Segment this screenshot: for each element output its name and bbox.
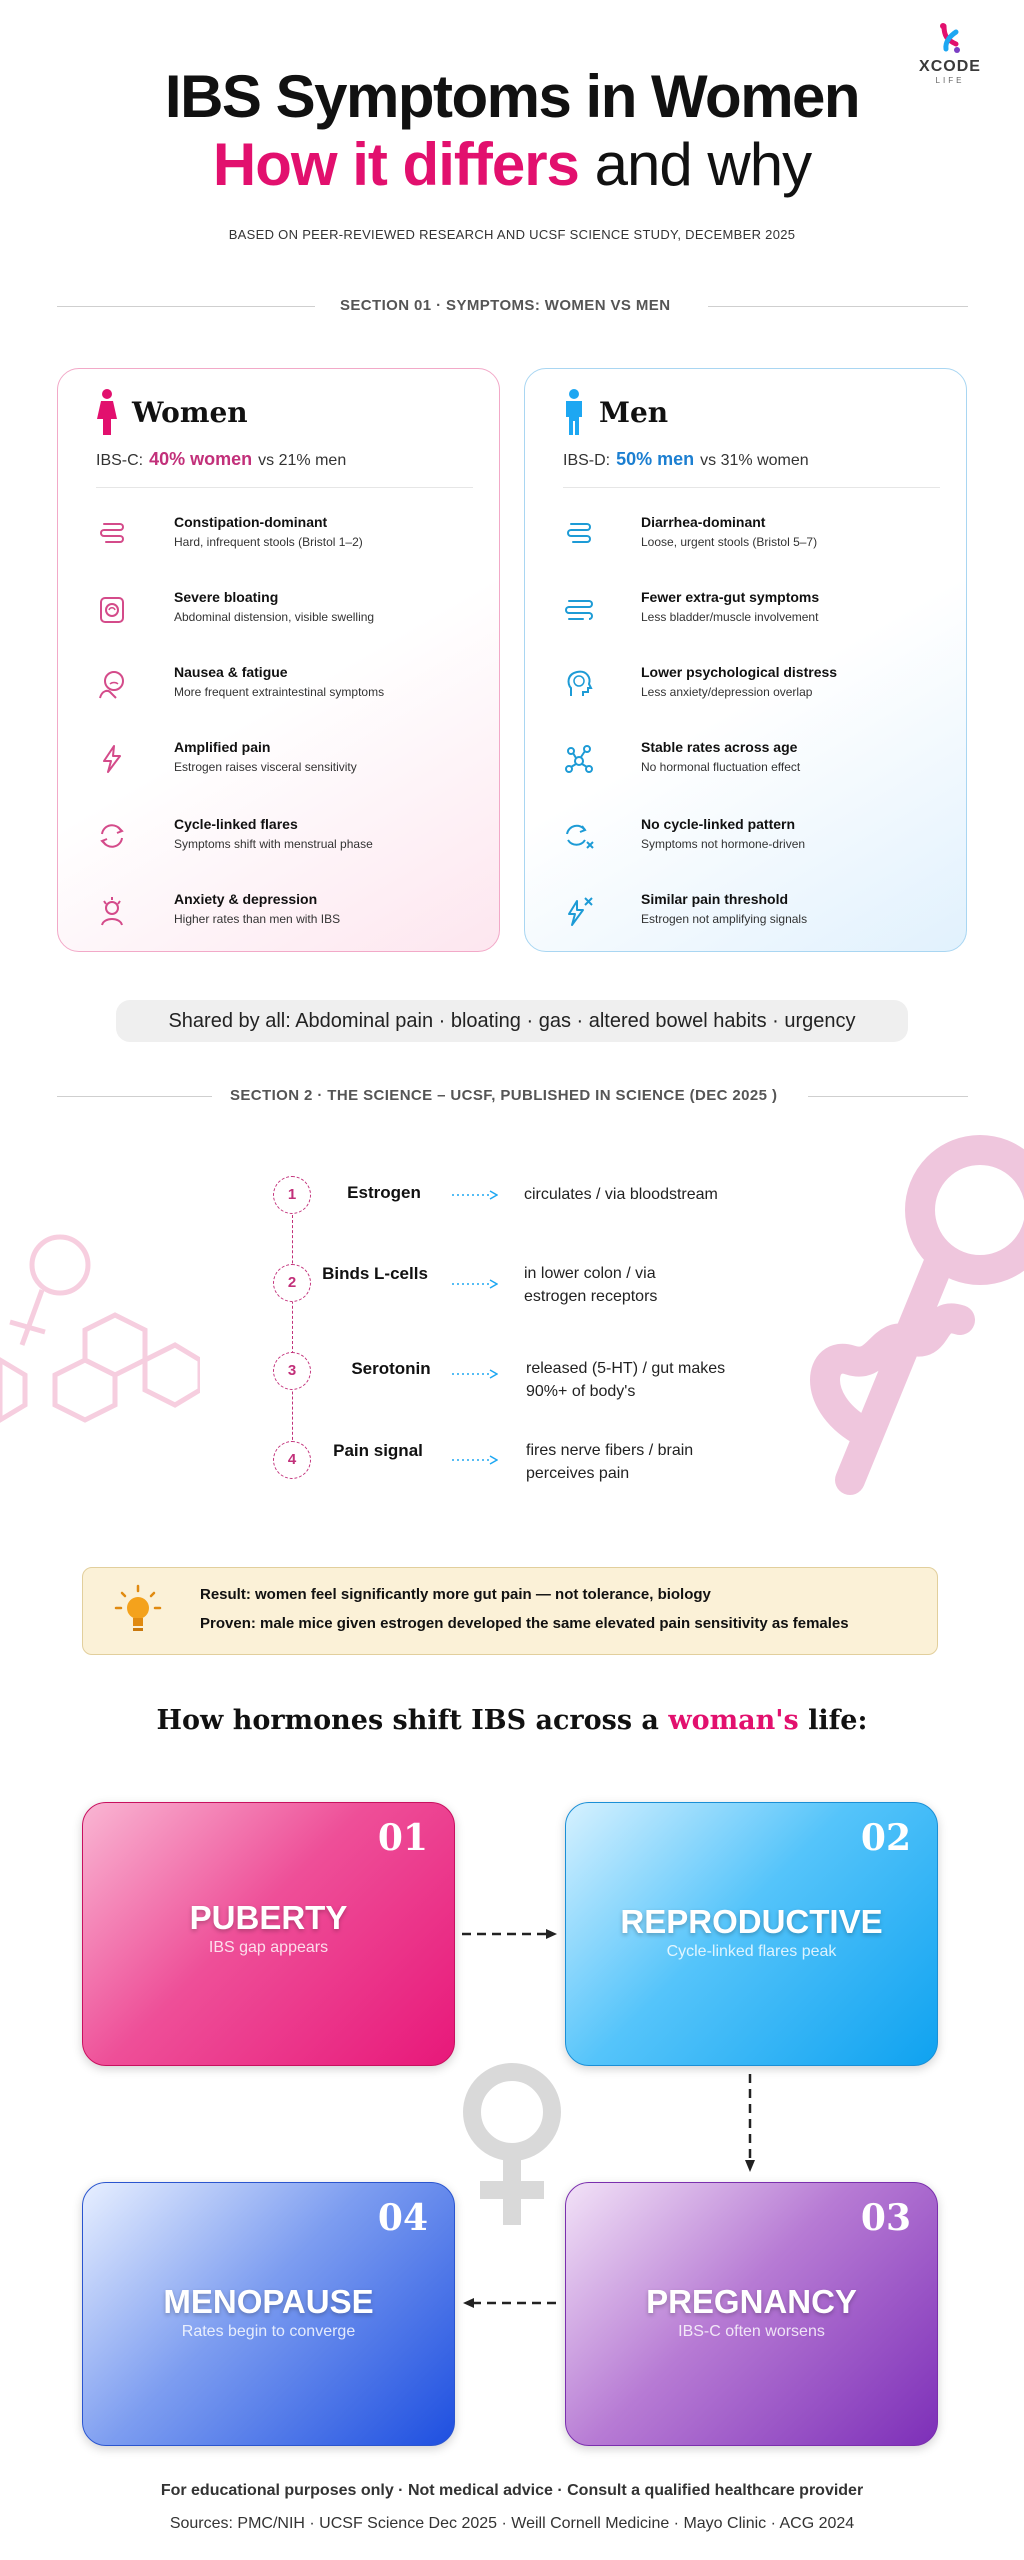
women-symptom-item bbox=[96, 514, 496, 574]
symptom-desc: Symptoms not hormone-driven bbox=[641, 837, 806, 851]
step-number: 4 bbox=[273, 1441, 311, 1479]
result-line: Result: women feel significantly more gut pain — not tolerance, biology bbox=[200, 1586, 711, 1603]
phase-name: PREGNANCY bbox=[646, 2283, 857, 2320]
sources: Sources: PMC/NIH · UCSF Science Dec 2025 · Weill Cornell Medicine · Mayo Clinic · ACG 2024 bbox=[169, 2515, 855, 2532]
symptom-title: Diarrhea-dominant bbox=[641, 514, 766, 530]
men-card-title: Men bbox=[599, 395, 669, 429]
step-number: 1 bbox=[273, 1176, 311, 1214]
man-icon bbox=[563, 389, 585, 435]
symptom-desc: Loose, urgent stools (Bristol 5–7) bbox=[641, 535, 818, 549]
men-card-header bbox=[563, 389, 668, 435]
disclaimer: For educational purposes only · Not medical advice · Consult a qualified healthcare provider bbox=[160, 2482, 864, 2499]
step-name: Pain signal bbox=[333, 1441, 423, 1460]
men-symptom-item bbox=[563, 739, 963, 799]
phase-number: 02 bbox=[860, 1817, 911, 1859]
men-symptom-item bbox=[563, 589, 963, 649]
phase-description: IBS-C often worsens bbox=[678, 2323, 825, 2340]
women-symptom-item bbox=[96, 816, 496, 876]
logo-mark-icon bbox=[935, 22, 965, 54]
bloated-stomach-icon bbox=[96, 593, 128, 625]
step-number: 2 bbox=[273, 1264, 311, 1302]
dotted-arrow-icon bbox=[452, 1369, 498, 1379]
phase-card-pregnancy bbox=[565, 2182, 938, 2446]
section2-rule-left bbox=[57, 1096, 212, 1097]
flow-connector bbox=[292, 1215, 293, 1460]
men-symptom-item bbox=[563, 514, 963, 574]
women-symptom-item bbox=[96, 664, 496, 724]
symptom-desc: Abdominal distension, visible swelling bbox=[174, 610, 375, 624]
symptom-title: Cycle-linked flares bbox=[174, 816, 298, 832]
men-symptom-item bbox=[563, 664, 963, 724]
phase-card-menopause bbox=[82, 2182, 455, 2446]
men-divider bbox=[563, 487, 940, 488]
life-heading-post: life: bbox=[808, 1705, 868, 1736]
symptom-title: Lower psychological distress bbox=[641, 664, 838, 680]
women-card-header bbox=[96, 389, 248, 435]
phase-name: REPRODUCTIVE bbox=[620, 1903, 883, 1940]
woman-icon bbox=[96, 389, 118, 435]
section2-title: SECTION 2 · THE SCIENCE – UCSF, PUBLISHED IN SCIENCE (DEC 2025 ) bbox=[230, 1087, 778, 1104]
step-description: circulates / via bloodstream bbox=[524, 1186, 718, 1203]
women-symptom-item bbox=[96, 589, 496, 649]
logo-tagline: LIFE bbox=[935, 76, 965, 85]
shared-symptoms: Shared by all: Abdominal pain · bloating · gas · altered bowel habits · urgency bbox=[116, 1000, 908, 1042]
men-symptom-item bbox=[563, 816, 963, 876]
symptom-title: No cycle-linked pattern bbox=[641, 816, 796, 832]
section1-title: SECTION 01 · SYMPTOMS: WOMEN VS MEN bbox=[340, 297, 671, 314]
symptom-desc: Symptoms shift with menstrual phase bbox=[174, 837, 373, 851]
life-stages-heading bbox=[0, 1705, 1024, 1736]
section1-rule-right bbox=[708, 306, 968, 307]
page-subtitle-line bbox=[0, 130, 1024, 199]
dashed-arrow-right-icon bbox=[460, 1926, 560, 1942]
women-symptom-item bbox=[96, 891, 496, 951]
lightning-cross-icon bbox=[563, 895, 595, 927]
symptom-title: Severe bloating bbox=[174, 589, 279, 605]
men-symptom-item bbox=[563, 891, 963, 951]
symptom-title: Constipation-dominant bbox=[174, 514, 328, 530]
women-stat-compare: vs 21% men bbox=[258, 452, 347, 469]
phase-name: PUBERTY bbox=[189, 1899, 348, 1936]
female-symbol-decoration bbox=[0, 1210, 200, 1440]
research-note: BASED ON PEER-REVIEWED RESEARCH AND UCSF SCIENCE STUDY, DECEMBER 2025 bbox=[228, 227, 796, 242]
cycle-cross-icon bbox=[563, 820, 595, 852]
proof-line: Proven: male mice given estrogen developed the same elevated pain sensitivity as females bbox=[200, 1615, 849, 1632]
step-name: Estrogen bbox=[347, 1183, 421, 1202]
female-symbol-decoration-large bbox=[790, 1130, 1024, 1500]
step-name: Serotonin bbox=[351, 1359, 431, 1378]
title-highlight: How it differs bbox=[212, 131, 579, 198]
symptom-desc: More frequent extraintestinal symptoms bbox=[174, 685, 385, 699]
venus-symbol-decoration bbox=[452, 2060, 572, 2230]
phase-name: MENOPAUSE bbox=[163, 2283, 374, 2320]
life-heading-highlight: woman's bbox=[668, 1705, 799, 1736]
cycle-arrows-icon bbox=[96, 820, 128, 852]
life-heading-pre: How hormones shift IBS across a bbox=[156, 1705, 659, 1736]
dashed-arrow-left-icon bbox=[460, 2295, 560, 2311]
phase-number: 04 bbox=[377, 2197, 428, 2239]
dotted-arrow-icon bbox=[452, 1279, 498, 1289]
men-card bbox=[524, 368, 967, 952]
phase-card-reproductive bbox=[565, 1802, 938, 2066]
phase-card-puberty bbox=[82, 1802, 455, 2066]
symptom-title: Similar pain threshold bbox=[641, 891, 789, 907]
symptom-title: Anxiety & depression bbox=[174, 891, 318, 907]
page-title: IBS Symptoms in Women bbox=[164, 63, 860, 130]
phase-number: 01 bbox=[377, 1817, 428, 1859]
phase-description: IBS gap appears bbox=[208, 1939, 329, 1956]
step-number: 3 bbox=[273, 1352, 311, 1390]
symptom-title: Amplified pain bbox=[174, 739, 271, 755]
symptom-desc: Less bladder/muscle involvement bbox=[641, 610, 819, 624]
gut-icon bbox=[563, 593, 595, 625]
symptom-title: Stable rates across age bbox=[641, 739, 798, 755]
phase-number: 03 bbox=[860, 2197, 911, 2239]
men-stat-compare: vs 31% women bbox=[700, 452, 809, 469]
symptom-title: Nausea & fatigue bbox=[174, 664, 288, 680]
result-callout bbox=[82, 1567, 938, 1655]
dashed-arrow-down-icon bbox=[742, 2072, 758, 2176]
intestine-icon bbox=[96, 518, 128, 550]
section2-rule-right bbox=[808, 1096, 968, 1097]
women-symptom-item bbox=[96, 739, 496, 799]
symptom-desc: Hard, infrequent stools (Bristol 1–2) bbox=[174, 535, 363, 549]
step-description: fires nerve fibers / brain perceives pain bbox=[526, 1442, 694, 1483]
lightbulb-icon bbox=[113, 1584, 163, 1640]
phase-description: Rates begin to converge bbox=[181, 2323, 356, 2340]
nauseous-face-icon bbox=[96, 668, 128, 700]
symptom-title: Fewer extra-gut symptoms bbox=[641, 589, 820, 605]
step-description: in lower colon / via estrogen receptors bbox=[524, 1265, 658, 1306]
symptom-desc: Higher rates than men with IBS bbox=[174, 912, 341, 926]
symptom-desc: Estrogen not amplifying signals bbox=[641, 912, 808, 926]
women-card bbox=[57, 368, 500, 952]
women-divider bbox=[96, 487, 473, 488]
brain-head-icon bbox=[563, 668, 595, 700]
logo-wordmark: XCODE bbox=[919, 58, 981, 75]
step-description: released (5-HT) / gut makes 90%+ of body's bbox=[526, 1360, 726, 1401]
women-card-title: Women bbox=[132, 395, 248, 429]
men-stat bbox=[563, 449, 809, 470]
intestine-icon bbox=[563, 518, 595, 550]
dotted-arrow-icon bbox=[452, 1190, 498, 1200]
phase-description: Cycle-linked flares peak bbox=[666, 1943, 837, 1960]
molecule-icon bbox=[563, 743, 595, 775]
step-name: Binds L-cells bbox=[322, 1264, 428, 1283]
women-stat-label: IBS-C: bbox=[96, 452, 144, 469]
symptom-desc: Estrogen raises visceral sensitivity bbox=[174, 760, 357, 774]
men-stat-value: 50% men bbox=[616, 449, 695, 469]
title-rest: and why bbox=[594, 131, 812, 198]
women-stat bbox=[96, 449, 346, 470]
symptom-desc: No hormonal fluctuation effect bbox=[641, 760, 801, 774]
women-stat-value: 40% women bbox=[149, 449, 253, 469]
dotted-arrow-icon bbox=[452, 1455, 498, 1465]
men-stat-label: IBS-D: bbox=[563, 452, 611, 469]
section1-rule-left bbox=[57, 306, 315, 307]
symptom-desc: Less anxiety/depression overlap bbox=[641, 685, 813, 699]
anxious-person-icon bbox=[96, 895, 128, 927]
lightning-icon bbox=[96, 743, 128, 775]
